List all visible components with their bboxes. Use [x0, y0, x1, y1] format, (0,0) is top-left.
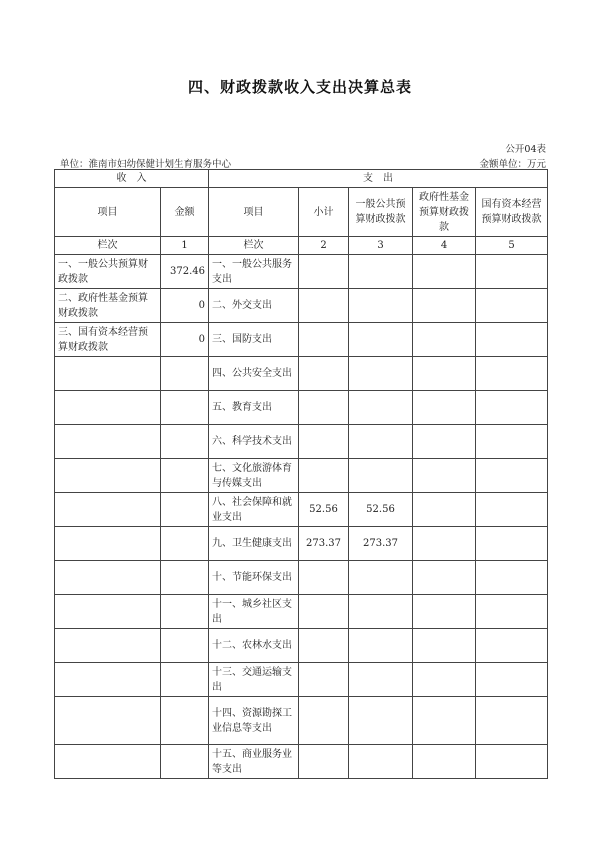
income-item-cell — [55, 595, 161, 629]
subtotal-cell — [299, 289, 349, 323]
income-amount-cell — [161, 697, 209, 745]
expense-item-cell: 十、节能环保支出 — [209, 561, 299, 595]
header-row-group — [55, 170, 548, 188]
subtotal-cell — [299, 629, 349, 663]
income-item-cell — [55, 663, 161, 697]
fund-budget-cell — [413, 629, 476, 663]
fund-budget-cell — [413, 459, 476, 493]
page-title: 四、财政拨款收入支出决算总表 — [187, 78, 412, 96]
expense-header: 支 出 — [209, 170, 548, 188]
income-amount-cell — [161, 745, 209, 779]
state-capital-cell — [476, 595, 548, 629]
fund-budget-cell — [413, 493, 476, 527]
general-budget-cell — [349, 697, 413, 745]
table-row — [55, 697, 548, 745]
state-capital-cell — [476, 697, 548, 745]
general-budget-cell: 273.37 — [349, 527, 413, 561]
expense-item-cell: 八、社会保障和就业支出 — [209, 493, 299, 527]
general-budget-cell — [349, 357, 413, 391]
general-budget-cell — [349, 663, 413, 697]
income-item-cell — [55, 391, 161, 425]
income-item-cell: 二、政府性基金预算财政拨款 — [55, 289, 161, 323]
subtotal-cell: 273.37 — [299, 527, 349, 561]
subtotal-cell — [299, 561, 349, 595]
table-row — [55, 745, 548, 779]
income-item-cell: 三、国有资本经营预算财政拨款 — [55, 323, 161, 357]
expense-item-cell: 十三、交通运输支出 — [209, 663, 299, 697]
state-capital-cell — [476, 629, 548, 663]
subtotal-cell — [299, 595, 349, 629]
col-index-label-2: 栏次 — [209, 237, 299, 255]
state-capital-cell — [476, 391, 548, 425]
state-capital-cell — [476, 561, 548, 595]
col-index-3: 3 — [349, 237, 413, 255]
income-item-cell — [55, 527, 161, 561]
state-capital-cell — [476, 357, 548, 391]
expense-item-cell: 七、文化旅游体育与传媒支出 — [209, 459, 299, 493]
income-amount-cell — [161, 629, 209, 663]
subtotal-cell — [299, 697, 349, 745]
state-capital-header: 国有资本经营预算财政拨款 — [476, 188, 548, 237]
fund-budget-cell — [413, 323, 476, 357]
expense-item-cell: 十二、农林水支出 — [209, 629, 299, 663]
expense-item-cell: 五、教育支出 — [209, 391, 299, 425]
state-capital-cell — [476, 323, 548, 357]
subtotal-cell — [299, 425, 349, 459]
table-row — [55, 493, 548, 527]
fund-budget-cell — [413, 391, 476, 425]
fund-budget-cell — [413, 357, 476, 391]
budget-table — [54, 169, 548, 779]
income-item-cell — [55, 629, 161, 663]
fund-budget-cell — [413, 527, 476, 561]
table-row — [55, 255, 548, 289]
general-budget-cell — [349, 561, 413, 595]
income-amount-cell — [161, 595, 209, 629]
form-number: 公开04表 — [505, 144, 546, 155]
general-budget-cell — [349, 289, 413, 323]
general-budget-cell — [349, 629, 413, 663]
header-row-columns — [55, 188, 548, 237]
income-item-cell — [55, 493, 161, 527]
subtotal-cell — [299, 745, 349, 779]
income-amount-cell — [161, 561, 209, 595]
state-capital-cell — [476, 289, 548, 323]
subtotal-cell — [299, 663, 349, 697]
unit-label: 单位：淮南市妇幼保健计划生育服务中心 — [60, 159, 232, 170]
expense-item-cell: 十一、城乡社区支出 — [209, 595, 299, 629]
income-amount-cell — [161, 527, 209, 561]
income-amount-cell — [161, 425, 209, 459]
table-row — [55, 289, 548, 323]
subtotal-cell: 52.56 — [299, 493, 349, 527]
state-capital-cell — [476, 493, 548, 527]
col-index-2: 2 — [299, 237, 349, 255]
income-header: 收 入 — [55, 170, 209, 188]
col-index-4: 4 — [413, 237, 476, 255]
table-row — [55, 357, 548, 391]
income-amount-cell: 0 — [161, 323, 209, 357]
income-item-cell — [55, 425, 161, 459]
fund-budget-cell — [413, 289, 476, 323]
column-index-row — [55, 237, 548, 255]
income-item-cell — [55, 745, 161, 779]
expense-item-cell: 十四、资源勘探工业信息等支出 — [209, 697, 299, 745]
general-budget-cell — [349, 425, 413, 459]
income-amount-cell — [161, 391, 209, 425]
subtotal-cell — [299, 357, 349, 391]
general-budget-cell — [349, 323, 413, 357]
expense-item-cell: 一、一般公共服务支出 — [209, 255, 299, 289]
fund-budget-cell — [413, 425, 476, 459]
table-row — [55, 425, 548, 459]
state-capital-cell — [476, 425, 548, 459]
general-budget-cell — [349, 391, 413, 425]
currency-label: 金额单位：万元 — [479, 159, 546, 170]
table-row — [55, 629, 548, 663]
state-capital-cell — [476, 527, 548, 561]
expense-item-header: 项目 — [209, 188, 299, 237]
income-item-cell: 一、一般公共预算财政拨款 — [55, 255, 161, 289]
col-index-1: 1 — [161, 237, 209, 255]
general-budget-cell — [349, 459, 413, 493]
income-item-cell — [55, 561, 161, 595]
expense-item-cell: 四、公共安全支出 — [209, 357, 299, 391]
general-budget-cell — [349, 745, 413, 779]
subtotal-cell — [299, 459, 349, 493]
state-capital-cell — [476, 255, 548, 289]
expense-item-cell: 二、外交支出 — [209, 289, 299, 323]
fund-budget-cell — [413, 697, 476, 745]
subtotal-cell — [299, 255, 349, 289]
subtotal-cell — [299, 391, 349, 425]
col-index-5: 5 — [476, 237, 548, 255]
state-capital-cell — [476, 745, 548, 779]
income-amount-cell — [161, 459, 209, 493]
general-budget-cell — [349, 595, 413, 629]
table-row — [55, 561, 548, 595]
expense-item-cell: 六、科学技术支出 — [209, 425, 299, 459]
income-amount-cell: 0 — [161, 289, 209, 323]
fund-budget-cell — [413, 663, 476, 697]
fund-budget-cell — [413, 255, 476, 289]
income-amount-cell — [161, 663, 209, 697]
general-budget-header: 一般公共预算财政拨款 — [349, 188, 413, 237]
expense-item-cell: 十五、商业服务业等支出 — [209, 745, 299, 779]
table-row — [55, 391, 548, 425]
income-amount-cell: 372.46 — [161, 255, 209, 289]
subtotal-cell — [299, 323, 349, 357]
income-item-cell — [55, 459, 161, 493]
col-index-label: 栏次 — [55, 237, 161, 255]
table-row — [55, 527, 548, 561]
fund-budget-cell — [413, 561, 476, 595]
subtotal-header: 小计 — [299, 188, 349, 237]
income-amount-header: 金额 — [161, 188, 209, 237]
income-amount-cell — [161, 357, 209, 391]
fund-budget-cell — [413, 595, 476, 629]
fund-budget-cell — [413, 745, 476, 779]
state-capital-cell — [476, 663, 548, 697]
table-row — [55, 663, 548, 697]
expense-item-cell: 三、国防支出 — [209, 323, 299, 357]
income-item-cell — [55, 697, 161, 745]
table-row — [55, 459, 548, 493]
income-item-cell — [55, 357, 161, 391]
fund-budget-header: 政府性基金预算财政拨款 — [413, 188, 476, 237]
table-row — [55, 595, 548, 629]
general-budget-cell — [349, 255, 413, 289]
income-item-header: 项目 — [55, 188, 161, 237]
state-capital-cell — [476, 459, 548, 493]
income-amount-cell — [161, 493, 209, 527]
table-row — [55, 323, 548, 357]
general-budget-cell: 52.56 — [349, 493, 413, 527]
expense-item-cell: 九、卫生健康支出 — [209, 527, 299, 561]
